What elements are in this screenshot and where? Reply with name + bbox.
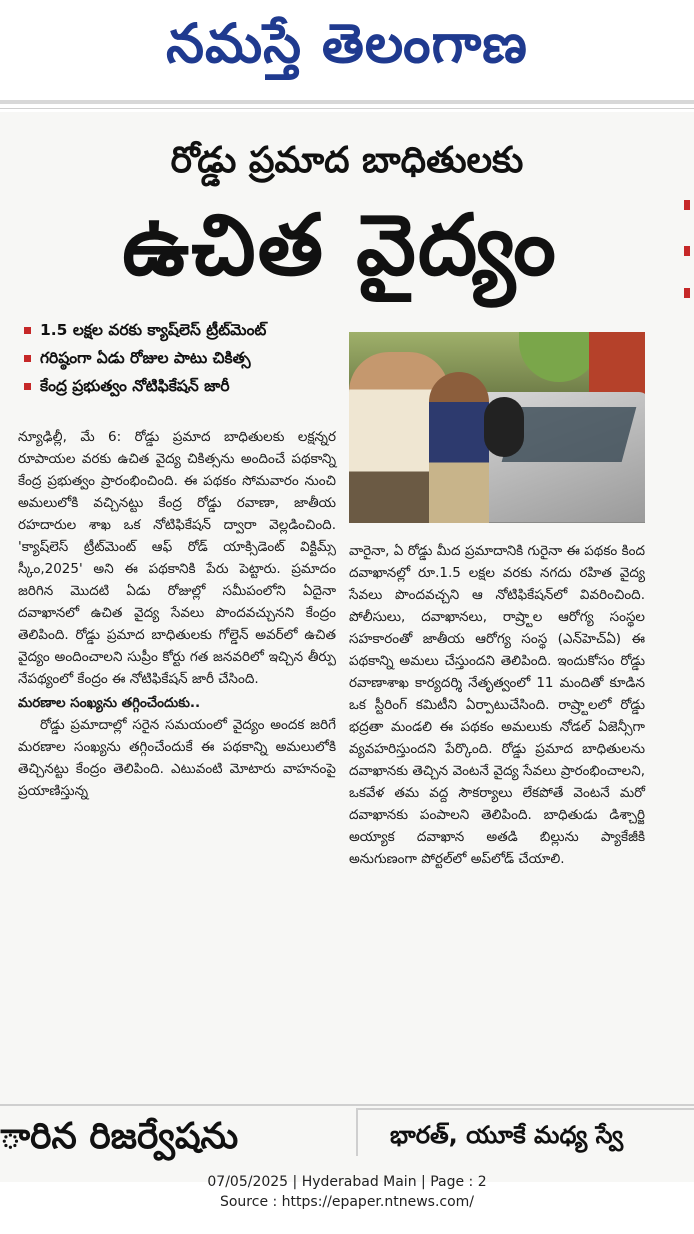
- article-paragraph: రోడ్డు ప్రమాదాల్లో సరైన సమయంలో వైద్యం అందక జరిగే మరణాల సంఖ్యను తగ్గించేందుకే ఈ పథకాన్ని అమలులోకి తెచ్చినట్టు కేంద్రం తెలిపింది. ఎటువంటి మోటారు వాహనంపై ప్రయాణిస్తున్న: [18, 717, 336, 799]
- footer-source: Source : https://epaper.ntnews.com/: [219, 1194, 475, 1210]
- photo-person: [484, 397, 524, 457]
- highlight-item: [22, 372, 352, 400]
- footer-date: 07/05/2025: [207, 1174, 289, 1190]
- article-kicker: రోడ్డు ప్రమాద బాధితులకు: [170, 140, 524, 181]
- highlight-item: [22, 344, 352, 372]
- highlight-text: గరిష్ఠంగా ఏడు రోజుల పాటు చికిత్స: [40, 349, 251, 367]
- footer-separator: |: [292, 1174, 298, 1190]
- article-column-1: [18, 426, 336, 802]
- highlight-item: [22, 316, 352, 344]
- article-paragraph: వారైనా, ఏ రోడ్డు మీద ప్రమాదానికి గురైనా ఈ పథకం కింద దవాఖానల్లో రూ.1.5 లక్షల వరకు నగదు రహిత వైద్య సేవలు పొందవచ్చని ఆ నోటిఫికేషన్‌లో వివరించింది. పోలీసులు, దవాఖానలు, రాష్ర్టాల ఆరోగ్య సంస్థల సహకారంతో జాతీయ ఆరోగ్య సంస్థ (ఎన్‌హెచ్‌ఏ) ఈ పథకాన్ని అమలు చేస్తుందని తెలిపింది. ఇందుకోసం రోడ్డు రవాణాశాఖ కార్యదర్శి నేతృత్వంలో 11 మందితో కూడిన ఒక స్టీరింగ్ కమిటీని ఏర్పాటుచేసింది. రాష్ర్టాలలో రోడ్డు భద్రతా మండలి ఈ పథకం అమలుకు నోడల్ ఏజెన్సీగా వ్యవహరిస్తుందని పేర్కొంది. రోడ్డు ప్రమాద బాధితులను దవాఖానకు తెచ్చిన వెంటనే వైద్య సేవలు ప్రారంభించాలని, ఒకవేళ తమ వద్ద సౌకర్యాలు లేకపోతే వెంటనే మరో దవాఖానకు పంపాలని తెలిపింది. బాధితుడు డిశ్చార్జి అయ్యాక దవాఖాన అతడి బిల్లును ప్యాకేజీకి అనుగుణంగా పోర్టల్‌లో అప్‌లోడ్ చేయాలి.: [349, 543, 645, 867]
- article-highlights: [22, 316, 352, 400]
- bullet-square-icon: [24, 383, 31, 390]
- footer-meta: [0, 1172, 694, 1192]
- section-divider: [0, 1104, 694, 1106]
- newspaper-logo: నమస్తే తెలంగాణ: [166, 11, 528, 75]
- bullet-square-icon: [24, 355, 31, 362]
- masthead-rule: [0, 100, 694, 104]
- article-column-2: [349, 540, 645, 870]
- article-subheading: మరణాల సంఖ్యను తగ్గించేందుకు..: [18, 695, 201, 711]
- adjacent-article-edge: [676, 180, 694, 1080]
- footer-page: Page : 2: [430, 1174, 487, 1190]
- bullet-square-icon: [24, 327, 31, 334]
- masthead: [0, 0, 694, 100]
- highlight-text: కేంద్ర ప్రభుత్వం నోటిఫికేషన్ జారీ: [40, 377, 230, 395]
- adjacent-bullet-icon: [684, 288, 690, 298]
- highlight-text: 1.5 లక్షల వరకు క్యాష్‌లెస్ ట్రీట్‌మెంట్: [40, 321, 267, 339]
- footer-separator: |: [421, 1174, 426, 1190]
- masthead-rule-thin: [0, 108, 694, 109]
- article-paragraph: న్యూఢిల్లీ, మే 6: రోడ్డు ప్రమాద బాధితులకు లక్షన్నర రూపాయల వరకు ఉచిత వైద్య చికిత్సను అందించే పథకాన్ని కేంద్ర ప్రభుత్వం ప్రారంభించింది. ఈ పథకం సోమవారం నుంచి అమలులోకి వచ్చినట్టు కేంద్ర రోడ్డు రవాణా, జాతీయ రహదారుల శాఖ ఒక నోటిఫికేషన్ ద్వారా వెల్లడించింది. 'క్యాష్‌లెస్ ట్రీట్‌మెంట్ ఆఫ్ రోడ్ యాక్సిడెంట్ విక్టిమ్స్ స్కీం,2025' అని ఈ పథకానికి పేరు పెట్టారు. ప్రమాదం జరిగిన మొదటి ఏడు రోజుల్లో సమీపంలోని ఏదైనా దవాఖానలో ఉచిత వైద్య సేవలు పొందవచ్చునని కేంద్రం తెలిపింది. రోడ్డు ప్రమాద బాధితులకు గోల్డెన్ అవర్‌లో ఉచిత వైద్యం అందించాలని సుప్రీం కోర్టు గత జనవరిలో ఇచ్చిన తీర్పు నేపథ్యంలో కేంద్రం ఈ నోటిఫికేషన్ జారీ చేసింది.: [18, 429, 336, 687]
- article-headline: ఉచిత వైద్యం: [122, 196, 558, 294]
- adjacent-headline-left: ారిన రిజర్వేషను: [0, 1116, 239, 1157]
- adjacent-headline-right-box: [356, 1108, 694, 1156]
- adjacent-bullet-icon: [684, 246, 690, 256]
- accident-photo: [349, 332, 645, 523]
- adjacent-headline-right: భారత్, యూకే మధ్య స్వే: [390, 1121, 624, 1149]
- footer-edition: Hyderabad Main: [301, 1174, 417, 1190]
- adjacent-bullet-icon: [684, 200, 690, 210]
- photo-tree: [519, 332, 599, 382]
- clipping-footer: [0, 1172, 694, 1212]
- photo-person: [429, 372, 489, 523]
